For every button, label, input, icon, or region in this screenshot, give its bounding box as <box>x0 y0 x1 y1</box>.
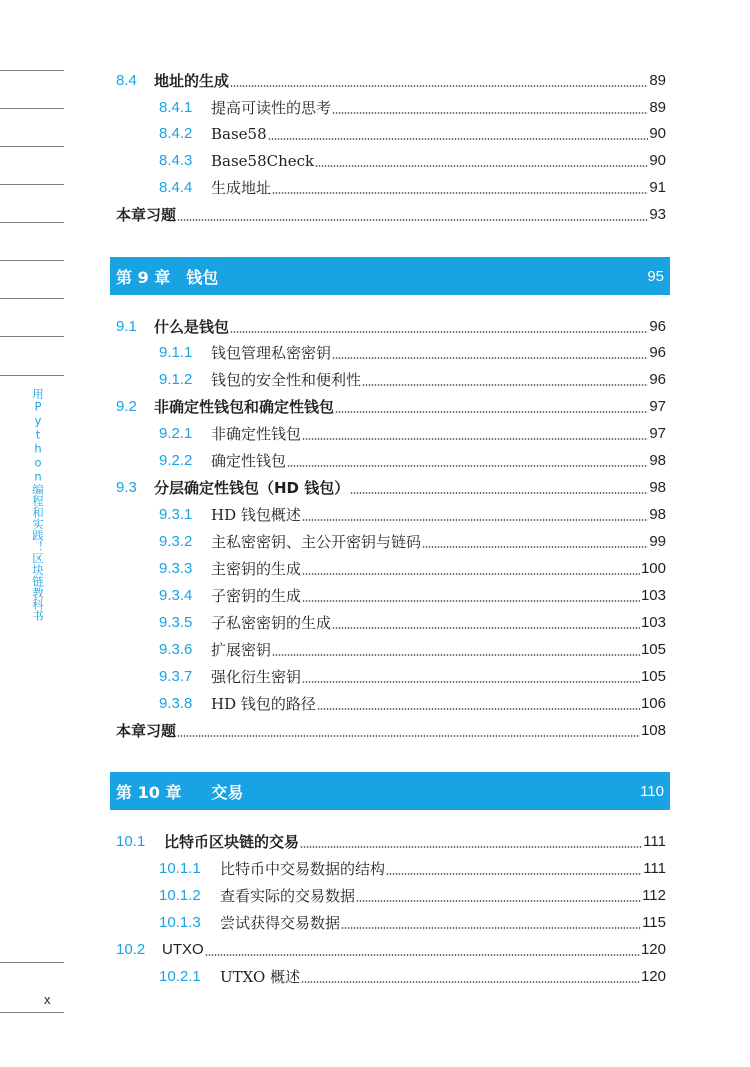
section-title: 非确定性钱包和确定性钱包 <box>154 398 335 416</box>
page-ref: 89 <box>649 99 666 116</box>
toc-entry-9-3-3[interactable] <box>159 556 666 578</box>
leader-dots <box>230 331 648 333</box>
toc-entry-8-4-4[interactable] <box>159 175 666 197</box>
leader-dots <box>302 600 640 602</box>
section-number: 9.2.2 <box>159 452 193 469</box>
section-title: 本章习题 <box>116 722 177 740</box>
page-ref: 108 <box>640 722 666 739</box>
section-title: 钱包的安全性和便利性 <box>211 371 362 389</box>
leader-dots <box>356 900 641 902</box>
section-number: 9.2.1 <box>159 425 193 442</box>
section-number: 8.4.4 <box>159 179 193 196</box>
section-number: 9.3.2 <box>159 533 193 550</box>
leader-dots <box>301 981 640 983</box>
section-number: 9.3.4 <box>159 587 193 604</box>
toc-entry-10-1[interactable] <box>116 829 666 851</box>
leader-dots <box>268 138 649 140</box>
section-title: 生成地址 <box>211 179 272 197</box>
margin-rule <box>0 70 64 71</box>
leader-dots <box>362 384 648 386</box>
leader-dots <box>302 681 640 683</box>
toc-entry-exercises-8[interactable] <box>116 202 666 224</box>
book-side-title: 用Python编程和实践！区块链教科书 <box>31 388 45 622</box>
margin-rule <box>0 375 64 376</box>
section-title: 扩展密钥 <box>211 641 272 659</box>
section-title: 确定性钱包 <box>211 452 287 470</box>
toc-entry-10-1-3[interactable] <box>159 910 666 932</box>
page-ref: 98 <box>649 506 666 523</box>
chapter-label: 第 9 章 <box>116 267 171 287</box>
margin-rule <box>0 336 64 337</box>
section-title: 子私密密钥的生成 <box>211 614 332 632</box>
section-title: 查看实际的交易数据 <box>220 887 356 905</box>
section-number: 9.3.6 <box>159 641 193 658</box>
section-title: 钱包管理私密密钥 <box>211 344 332 362</box>
leader-dots <box>302 438 648 440</box>
toc-entry-9-2-2[interactable] <box>159 448 666 470</box>
leader-dots <box>332 357 648 359</box>
page-ref: 98 <box>649 479 666 496</box>
margin-rule <box>0 146 64 147</box>
page-ref: 89 <box>649 72 666 89</box>
page-ref: 103 <box>640 587 666 604</box>
page-ref: 91 <box>649 179 666 196</box>
toc-entry-10-1-2[interactable] <box>159 883 666 905</box>
section-number: 10.2.1 <box>159 968 201 985</box>
section-number: 9.3.3 <box>159 560 193 577</box>
leader-dots <box>230 85 648 87</box>
toc-entry-9-3-6[interactable] <box>159 637 666 659</box>
toc-entry-9-1-1[interactable] <box>159 340 666 362</box>
chapter-title: 钱包 <box>186 267 219 287</box>
margin-rule <box>0 260 64 261</box>
section-number: 10.1.2 <box>159 887 201 904</box>
toc-entry-9-3-8[interactable] <box>159 691 666 713</box>
leader-dots <box>315 165 648 167</box>
toc-entry-9-2-1[interactable] <box>159 421 666 443</box>
page-ref: 111 <box>643 833 666 850</box>
toc-entry-9-1-2[interactable] <box>159 367 666 389</box>
section-title: 本章习题 <box>116 206 177 224</box>
toc-entry-8-4-1[interactable] <box>159 95 666 117</box>
leader-dots <box>272 192 648 194</box>
margin-rule <box>0 222 64 223</box>
section-number: 9.3.7 <box>159 668 193 685</box>
section-number: 8.4.1 <box>159 99 193 116</box>
page-number: x <box>44 992 51 1007</box>
toc-entry-9-1[interactable] <box>116 314 666 336</box>
leader-dots <box>350 492 648 494</box>
leader-dots <box>335 411 648 413</box>
page-ref: 96 <box>649 318 666 335</box>
chapter-title: 交易 <box>211 782 244 802</box>
leader-dots <box>332 627 640 629</box>
chapter-page-ref: 110 <box>640 782 664 800</box>
section-number: 10.1 <box>116 833 146 850</box>
section-number: 10.1.3 <box>159 914 201 931</box>
page-ref: 99 <box>649 533 666 550</box>
chapter-page-ref: 95 <box>647 267 664 285</box>
page-ref: 96 <box>649 371 666 388</box>
section-number: 8.4.2 <box>159 125 193 142</box>
toc-entry-9-3-5[interactable] <box>159 610 666 632</box>
leader-dots <box>317 708 640 710</box>
section-number: 9.1.1 <box>159 344 193 361</box>
section-number: 10.1.1 <box>159 860 201 877</box>
margin-rule <box>0 298 64 299</box>
page-ref: 115 <box>642 914 666 931</box>
page-ref: 96 <box>649 344 666 361</box>
toc-entry-8-4[interactable] <box>116 68 666 90</box>
section-number: 9.1.2 <box>159 371 193 388</box>
section-number: 8.4.3 <box>159 152 193 169</box>
page-ref: 120 <box>640 941 666 958</box>
section-title: 比特币中交易数据的结构 <box>220 860 386 878</box>
leader-dots <box>272 654 640 656</box>
section-title: HD 钱包概述 <box>211 506 301 524</box>
toc-entry-exercises-9[interactable] <box>116 718 666 740</box>
section-number: 9.1 <box>116 318 137 335</box>
page-ref: 111 <box>643 860 666 877</box>
page-ref: 90 <box>649 152 666 169</box>
section-title: 分层确定性钱包（HD 钱包） <box>154 479 350 497</box>
chapter-heading-9[interactable] <box>110 257 670 295</box>
page-ref: 120 <box>640 968 666 985</box>
page-ref: 112 <box>642 887 666 904</box>
leader-dots <box>341 927 641 929</box>
page-ref: 97 <box>649 425 666 442</box>
toc-entry-9-3-7[interactable] <box>159 664 666 686</box>
page-ref: 103 <box>640 614 666 631</box>
section-title: 提高可读性的思考 <box>211 99 332 117</box>
page-ref: 100 <box>640 560 666 577</box>
section-title: 比特币区块链的交易 <box>164 833 300 851</box>
section-title: 地址的生成 <box>154 72 230 90</box>
leader-dots <box>386 873 642 875</box>
margin-rule <box>0 108 64 109</box>
toc-entry-9-3[interactable] <box>116 475 666 497</box>
section-title: Base58 <box>211 125 267 143</box>
leader-dots <box>177 219 648 221</box>
chapter-heading-10[interactable] <box>110 772 670 810</box>
toc-entry-9-3-2[interactable] <box>159 529 666 551</box>
section-title: 尝试获得交易数据 <box>220 914 341 932</box>
section-title: 主密钥的生成 <box>211 560 302 578</box>
toc-entry-10-1-1[interactable] <box>159 856 666 878</box>
leader-dots <box>422 546 648 548</box>
section-title: 什么是钱包 <box>154 318 230 336</box>
page-ref: 105 <box>640 668 666 685</box>
margin-rule <box>0 962 64 963</box>
section-title: 主私密密钥、主公开密钥与链码 <box>211 533 422 551</box>
section-title: Base58Check <box>211 152 315 170</box>
section-number: 10.2 <box>116 941 146 958</box>
section-number: 9.3.1 <box>159 506 193 523</box>
toc-entry-9-3-4[interactable] <box>159 583 666 605</box>
section-number: 9.2 <box>116 398 137 415</box>
page-ref: 98 <box>649 452 666 469</box>
section-title: UTXO 概述 <box>220 968 301 986</box>
leader-dots <box>302 519 648 521</box>
toc-entry-10-2-1[interactable] <box>159 964 666 986</box>
page-ref: 93 <box>649 206 666 223</box>
leader-dots <box>177 735 640 737</box>
leader-dots <box>302 573 640 575</box>
page-ref: 90 <box>649 125 666 142</box>
margin-rule <box>0 184 64 185</box>
section-title: 非确定性钱包 <box>211 425 302 443</box>
margin-rule <box>0 1012 64 1013</box>
page-ref: 106 <box>640 695 666 712</box>
chapter-label: 第 10 章 <box>116 782 182 802</box>
toc-entry-8-4-3[interactable] <box>159 148 666 170</box>
page-ref: 97 <box>649 398 666 415</box>
page-ref: 105 <box>640 641 666 658</box>
toc-entry-9-3-1[interactable] <box>159 502 666 524</box>
section-title: HD 钱包的路径 <box>211 695 316 713</box>
toc-entry-8-4-2[interactable] <box>159 121 666 143</box>
section-number: 9.3 <box>116 479 137 496</box>
toc-entry-9-2[interactable] <box>116 394 666 416</box>
leader-dots <box>287 465 648 467</box>
section-number: 8.4 <box>116 72 137 89</box>
leader-dots <box>205 954 640 956</box>
section-title: UTXO <box>162 941 204 958</box>
leader-dots <box>300 846 642 848</box>
toc-entry-10-2[interactable] <box>116 937 666 959</box>
section-number: 9.3.8 <box>159 695 193 712</box>
section-title: 子密钥的生成 <box>211 587 302 605</box>
section-title: 强化衍生密钥 <box>211 668 302 686</box>
leader-dots <box>332 112 648 114</box>
section-number: 9.3.5 <box>159 614 193 631</box>
